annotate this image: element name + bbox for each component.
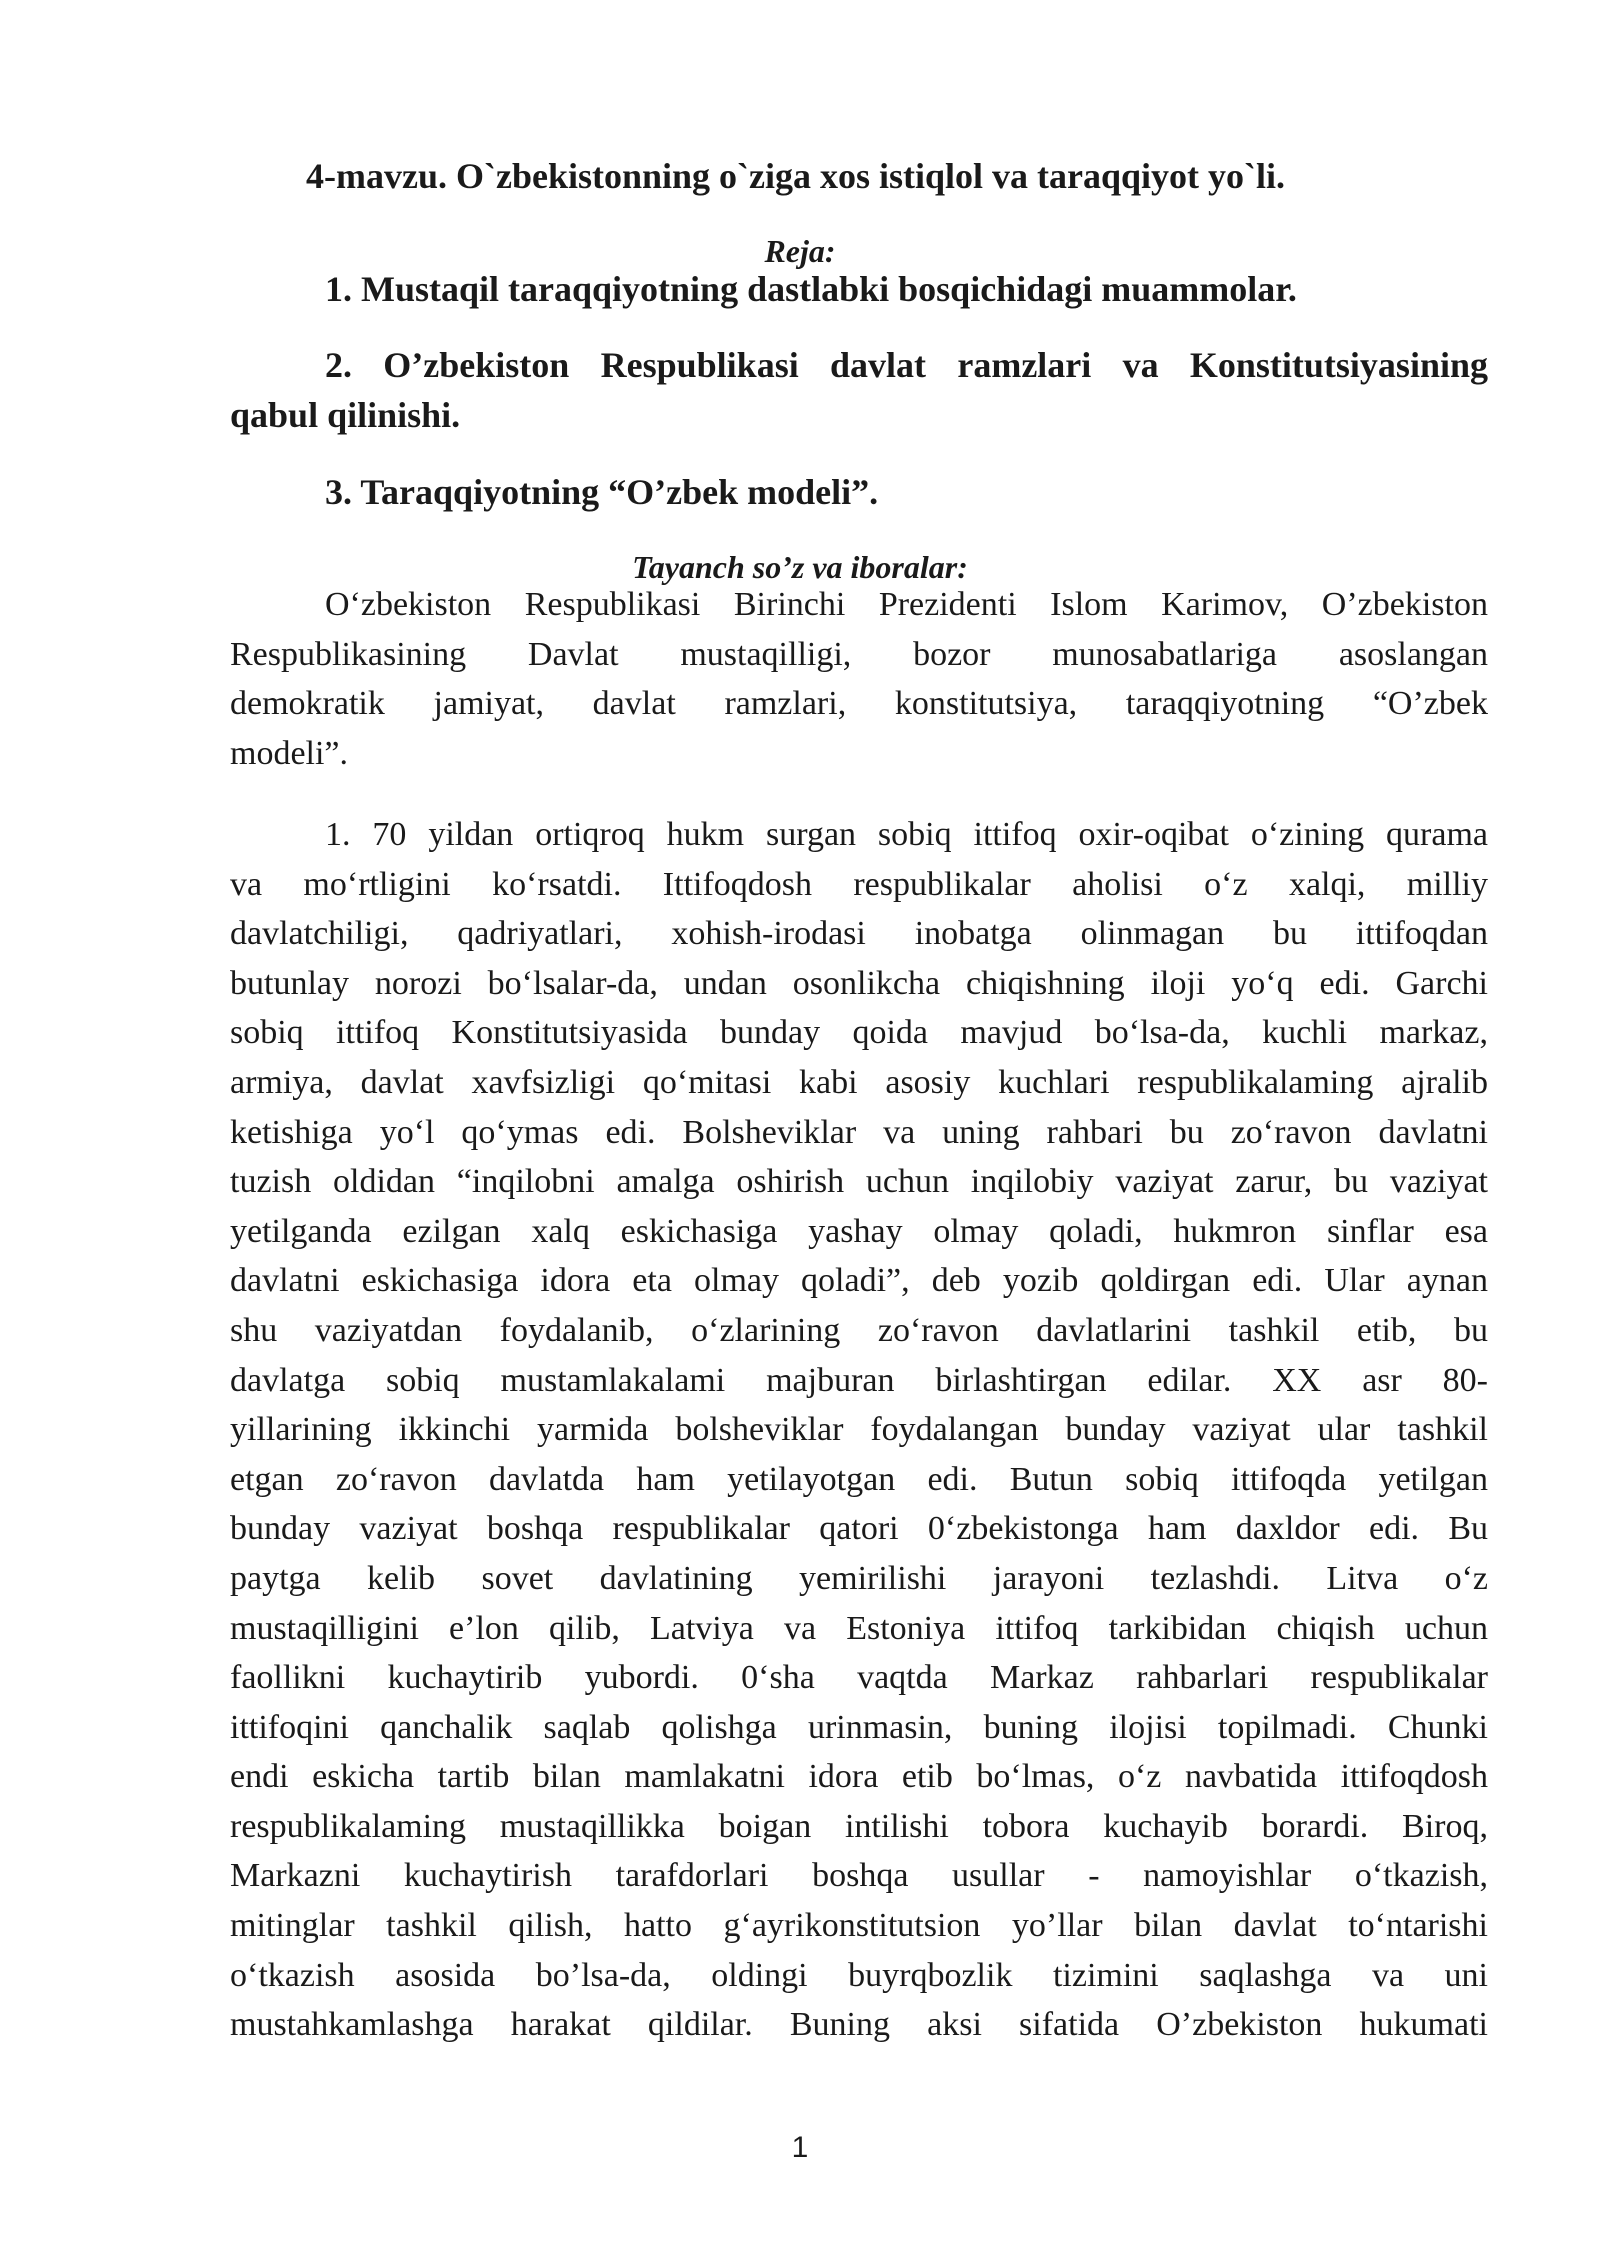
body-line: davlatni eskichasiga idora eta olmay qoladi”, deb yozib qoldirgan edi. Ular aynan bbox=[230, 1262, 1488, 1300]
plan-item-1-text: 1. Mustaqil taraqqiyotning dastlabki bosqichidagi muammolar. bbox=[325, 269, 1297, 309]
body-line: etgan zo‘ravon davlatda ham yetilayotgan edi. Butun sobiq ittifoqda yetilgan bbox=[230, 1460, 1488, 1498]
keywords-line: modeli”. bbox=[230, 734, 349, 772]
body-line: mitinglar tashkil qilish, hatto g‘ayrikonstitutsion yo’llar bilan davlat to‘ntarishi bbox=[230, 1907, 1488, 1945]
keywords-paragraph bbox=[230, 580, 1488, 778]
body-line: ketishiga yo‘l qo‘ymas edi. Bolsheviklar va uning rahbari bu zo‘ravon davlatni bbox=[230, 1113, 1488, 1151]
body-line: bunday vaziyat boshqa respublikalar qatori 0‘zbekistonga ham daxldor edi. Bu bbox=[230, 1510, 1488, 1548]
body-line: yillarining ikkinchi yarmida bolsheviklar foydalangan bunday vaziyat ular tashkil bbox=[230, 1411, 1488, 1449]
body-line: shu vaziyatdan foydalanib, o‘zlarining zo‘ravon davlatlarini tashkil etib, bu bbox=[230, 1311, 1488, 1349]
page-number: 1 bbox=[791, 2131, 809, 2164]
body-line: 1. 70 yildan ortiqroq hukm surgan sobiq ittifoq oxir-oqibat o‘zining qurama bbox=[325, 816, 1488, 853]
plan-item-2-continuation: qabul qilinishi. bbox=[230, 395, 461, 435]
body-line: o‘tkazish asosida bo’lsa-da, oldingi buyrqbozlik tizimini saqlashga va uni bbox=[230, 1956, 1488, 1994]
plan-item-3-text: 3. Taraqqiyotning “O’zbek modeli”. bbox=[325, 472, 879, 512]
body-line: Markazni kuchaytirish tarafdorlari boshqa usullar - namoyishlar o‘tkazish, bbox=[230, 1857, 1488, 1895]
plan-item-2 bbox=[230, 340, 1488, 440]
plan-item-3 bbox=[230, 467, 1488, 517]
body-line: endi eskicha tartib bilan mamlakatni idora etib bo‘lmas, o‘z navbatida ittifoqdosh bbox=[230, 1758, 1488, 1796]
body-line: faollikni kuchaytirib yubordi. 0‘sha vaqtda Markaz rahbarlari respublikalar bbox=[230, 1659, 1488, 1697]
body-line: mustaqilligini e’lon qilib, Latviya va Estoniya ittifoq tarkibidan chiqish uchun bbox=[230, 1609, 1488, 1647]
page-title: 4-mavzu. O`zbekistonning o`ziga xos istiqlol va taraqqiyot yo`li. bbox=[306, 156, 1286, 196]
body-line: yetilganda ezilgan xalq eskichasiga yashay olmay qoladi, hukmron sinflar esa bbox=[230, 1212, 1488, 1250]
body-line: paytga kelib sovet davlatining yemirilishi jarayoni tezlashdi. Litva o‘z bbox=[230, 1559, 1488, 1597]
body-line: respublikalaming mustaqillikka boigan intilishi tobora kuchayib borardi. Biroq, bbox=[230, 1807, 1488, 1845]
body-line: butunlay norozi bo‘lsalar-da, undan osonlikcha chiqishning iloji yo‘q edi. Garchi bbox=[230, 964, 1488, 1002]
plan-item-1 bbox=[230, 264, 1488, 314]
body-line: tuzish oldidan “inqilobni amalga oshirish uchun inqilobiy vaziyat zarur, bu vaziyat bbox=[230, 1163, 1488, 1201]
keywords-line: O‘zbekiston Respublikasi Birinchi Prezidenti Islom Karimov, O’zbekiston bbox=[325, 586, 1488, 623]
body-line: sobiq ittifoq Konstitutsiyasida bunday qoida mavjud bo‘lsa-da, kuchli markaz, bbox=[230, 1014, 1488, 1052]
plan-heading: Reja: bbox=[764, 233, 836, 269]
keywords-heading: Tayanch so’z va iboralar: bbox=[632, 549, 968, 585]
keywords-line: Respublikasining Davlat mustaqilligi, bozor munosabatlariga asoslangan bbox=[230, 635, 1488, 673]
body-line: davlatchiligi, qadriyatlari, xohish-irodasi inobatga olinmagan bu ittifoqdan bbox=[230, 915, 1488, 953]
body-line: mustahkamlashga harakat qildilar. Buning aksi sifatida O’zbekiston hukumati bbox=[230, 2006, 1488, 2044]
body-line: armiya, davlat xavfsizligi qo‘mitasi kabi asosiy kuchlari respublikalaming ajralib bbox=[230, 1063, 1488, 1101]
body-line: ittifoqini qanchalik saqlab qolishga urinmasin, buning ilojisi topilmadi. Chunki bbox=[230, 1708, 1488, 1746]
body-line: davlatga sobiq mustamlakalami majburan birlashtirgan edilar. XX asr 80- bbox=[230, 1361, 1488, 1399]
keywords-line: demokratik jamiyat, davlat ramzlari, konstitutsiya, taraqqiyotning “O’zbek bbox=[230, 685, 1488, 723]
body-paragraph bbox=[230, 810, 1488, 2050]
body-line: va mo‘rtligini ko‘rsatdi. Ittifoqdosh respublikalar aholisi o‘z xalqi, milliy bbox=[230, 865, 1488, 903]
plan-item-2-text: 2. O’zbekiston Respublikasi davlat ramzlari va Konstitutsiyasining bbox=[325, 345, 1488, 385]
